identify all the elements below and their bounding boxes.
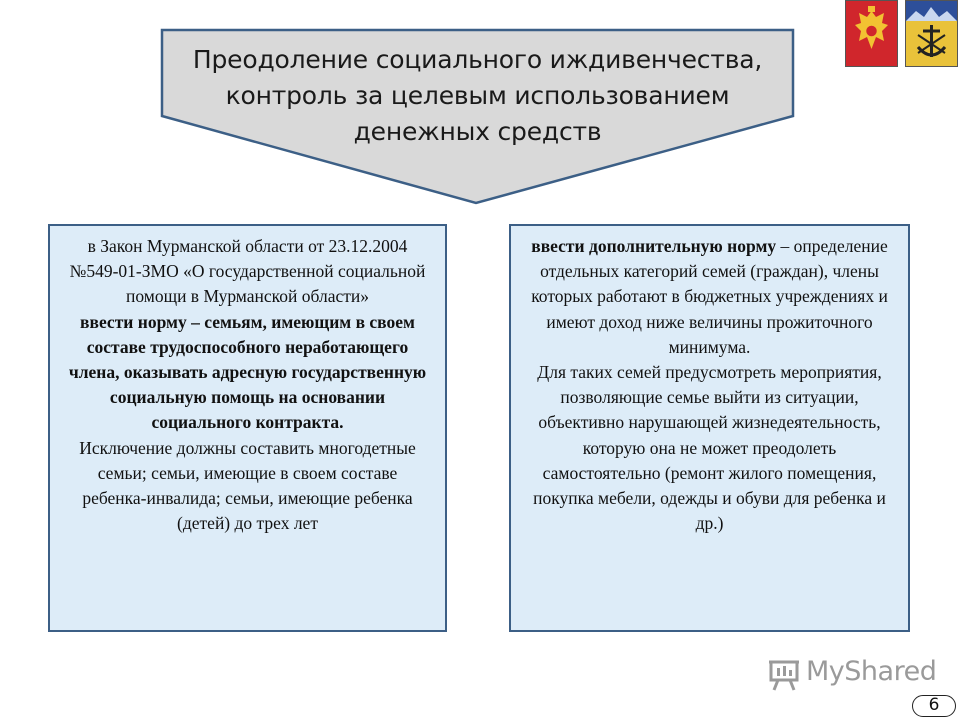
- watermark-text: MyShared: [806, 656, 937, 687]
- banner-title: [170, 42, 785, 150]
- banner-line-1: Преодоление социального иждивенчества,: [192, 45, 763, 74]
- presentation-board-icon: [768, 658, 802, 692]
- right-measures-text: Для таких семей предусмотреть мероприятия, позволяющие семье выйти из ситуации, объективно нарушающей жизнедеятельность, которую она не может преодолеть самостоятельно (ремонт жилого помещения, покупка мебели, одежды и обуви для ребенка и др.): [533, 362, 886, 534]
- regional-emblems: [845, 0, 960, 68]
- right-bold-norm-text: ввести дополнительную норму: [531, 236, 777, 256]
- banner-line-3: денежных средств: [353, 117, 602, 146]
- murmansk-coat-of-arms-icon: [905, 0, 958, 67]
- left-bold-norm-text: ввести норму – семьям, имеющим в своем составе трудоспособного неработающего члена, оказывать адресную государственную социальную помощь на основании социального контракта.: [68, 311, 427, 433]
- banner-line-2: контроль за целевым использованием: [225, 81, 730, 110]
- title-banner: [160, 28, 795, 206]
- left-proposal-box: [48, 224, 447, 632]
- right-proposal-box: [509, 224, 910, 632]
- left-intro-text: в Закон Мурманской области от 23.12.2004 №549-01-ЗМО «О государственной социальной помощи в Мурманской области»: [69, 236, 426, 307]
- right-intro-text: – определение отдельных категорий семей (граждан), члены которых работают в бюджетных учреждениях и имеют доход ниже величины прожиточного минимума.: [531, 236, 888, 357]
- myshared-watermark: [768, 654, 937, 694]
- right-intro-paragraph: [525, 234, 894, 360]
- left-exception-text: Исключение должны составить многодетные семьи; семьи, имеющие в своем составе ребенка-инвалида; семьи, имеющие ребенка (детей) до трех лет: [79, 437, 416, 534]
- russia-coat-of-arms-icon: [845, 0, 898, 67]
- page-number-badge: 6: [912, 695, 956, 717]
